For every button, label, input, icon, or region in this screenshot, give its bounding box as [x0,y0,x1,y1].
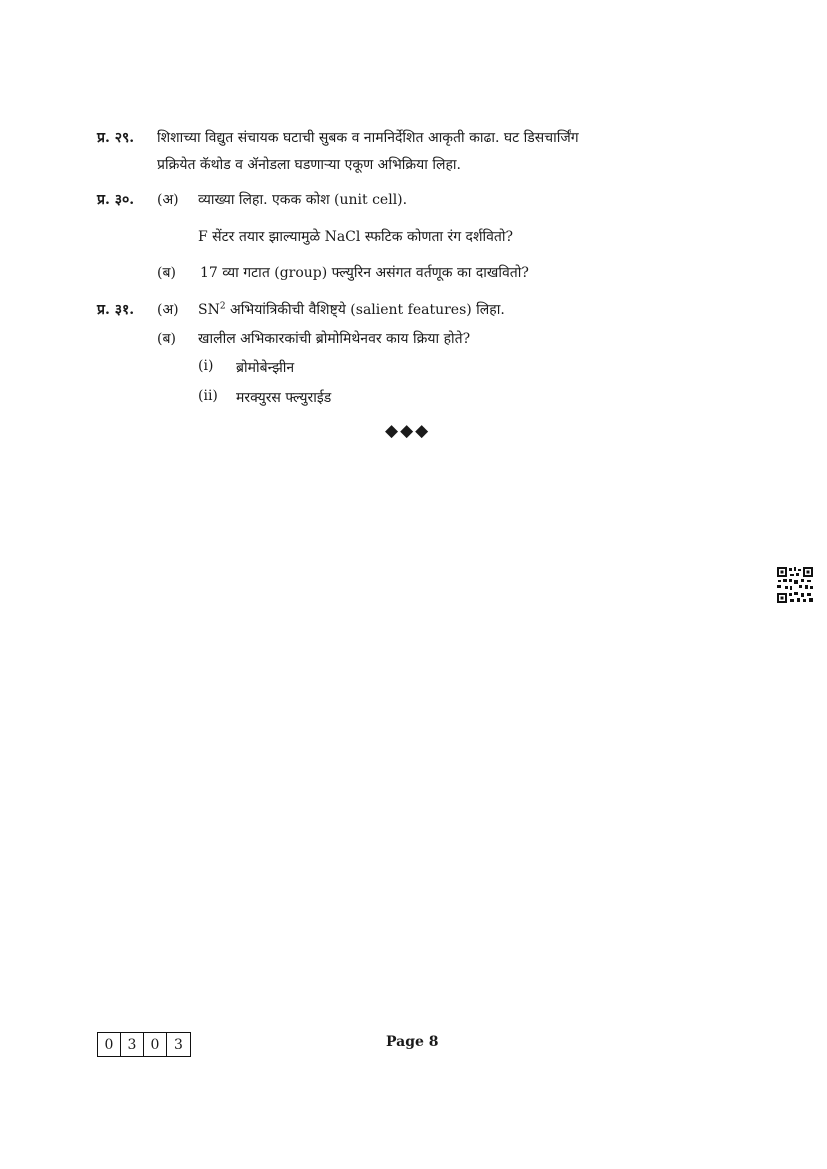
question-31-item-i-text: ब्रोमोबेन्झीन [236,360,295,376]
question-30-part-a-label: (अ) [157,192,179,208]
question-29-line-1: शिशाच्या विद्युत संचायक घटाची सुबक व नामनिर्देशित आकृती काढा. घट डिसचार्जिंग [157,130,579,146]
question-31-item-i-label: (i) [198,358,214,374]
sn-text: SN [198,302,220,318]
sn-superscript: 2 [219,301,226,312]
paper-code-digit: 3 [174,1036,183,1053]
question-31-part-b-label: (ब) [157,331,176,347]
question-29-line-2: प्रक्रियेत कॅथोड व ॲनोडला घडणाऱ्या एकूण अभिक्रिया लिहा. [157,157,462,173]
question-31-item-ii-label: (ii) [198,388,218,404]
question-30-part-b-text: 17 व्या गटात (group) फ्ल्युरिन असंगत वर्तणूक का दाखवितो? [200,265,529,281]
question-30-number: प्र. ३०. [97,192,135,208]
question-30-part-a-extra: F सेंटर तयार झाल्यामुळे NaCl स्फटिक कोणता रंग दर्शवितो? [198,229,514,245]
qr-code-icon [776,566,814,604]
paper-code-digit: 0 [98,1033,121,1056]
question-29-number: प्र. २९. [97,130,135,146]
question-30-part-b-label: (ब) [157,265,176,281]
page-number: Page 8 [386,1034,439,1050]
question-31-part-a-text [198,300,505,319]
question-31-part-b-text: खालील अभिकारकांची ब्रोमोमिथेनवर काय क्रिया होते? [198,331,471,347]
paper-code-digit: 3 [121,1033,144,1056]
section-separator: ◆◆◆ [385,421,431,441]
question-31-part-a-rest: अभियांत्रिकीची वैशिष्ट्ये (salient features) लिहा. [225,302,505,318]
paper-code-digit: 0 [144,1033,167,1056]
question-31-item-ii-text: मरक्युरस फ्ल्युराईड [236,390,332,406]
question-30-part-a-text: व्याख्या लिहा. एकक कोश (unit cell). [198,192,408,208]
paper-code-box [97,1032,191,1057]
question-31-part-a-label: (अ) [157,302,179,318]
question-31-number: प्र. ३१. [97,302,135,318]
